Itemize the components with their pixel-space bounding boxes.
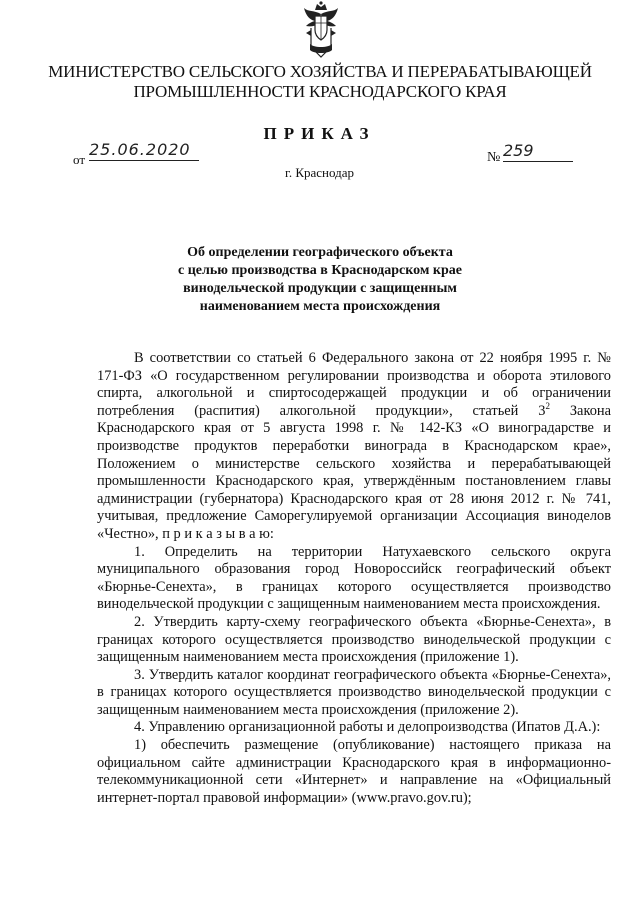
ministry-line-2: ПРОМЫШЛЕННОСТИ КРАСНОДАРСКОГО КРАЯ (133, 82, 507, 101)
preamble-paragraph (97, 350, 611, 544)
preamble-text-b: Закона Краснодарского края от 5 августа 1998 г. № 142-КЗ «О виноградарстве и производстве продуктов переработки винограда в Краснодарском крае», Положением о министерстве сельского хозяйства и перерабатывающей промышленности Краснодарского края, утверждённым постановлением главы администрации (губернатора) Краснодарского края от 28 июня 2012 г. № 741, учитывая, предложение Саморегулируемой организации Ассоциация виноделов «Честно», п р и к а з ы в а ю: (97, 402, 611, 542)
item-1: 1. Определить на территории Натухаевского сельского округа муниципального образования город Новороссийск географический объект «Бюрнье-Сенехта», в границах которого осуществляется производство винодельческой продукции с защищенным наименованием места происхождения. (97, 543, 611, 613)
subject-line-4: наименованием места происхождения (199, 299, 441, 314)
preamble-superscript: 2 (545, 400, 550, 411)
handwritten-date: 25.06.2020 (89, 140, 199, 161)
item-4: 4. Управлению организационной работы и делопроизводства (Ипатов Д.А.): (134, 719, 601, 736)
item-4-subitem-1: 1) обеспечить размещение (опубликование) настоящего приказа на официальном сайте администрации Краснодарского края в информационно-телекоммуникационной сети «Интернет» и направление на «Официальный интернет-портал правовой информации» (www.pravo.gov.ru); (97, 737, 611, 806)
order-subject (140, 244, 500, 316)
date-label: от (73, 152, 86, 167)
city: г. Краснодар (284, 165, 355, 180)
item-3: 3. Утвердить каталог координат географического объекта «Бюрнье-Сенехта», в границах которого осуществляется производство винодельческой продукции с защищенным наименованием места происхождения (приложение 2). (97, 666, 611, 718)
coat-of-arms-icon (302, 0, 340, 58)
number-label: № (487, 150, 501, 165)
ministry-line-1: МИНИСТЕРСТВО СЕЛЬСКОГО ХОЗЯЙСТВА И ПЕРЕРАБАТЫВАЮЩЕЙ (48, 62, 592, 81)
subject-line-1: Об определении географического объекта (187, 245, 453, 260)
handwritten-number: 259 (503, 141, 573, 162)
preamble-text-a: В соответствии со статьей 6 Федерального закона от 22 ноября 1995 г. № 171-ФЗ «О государственном регулировании производства и оборота этилового спирта, алкогольной и спиртосодержащей продукции и об ограничении потребления (распития) алкогольной продукции», статьей 3 (97, 350, 611, 419)
ministry-name (40, 62, 600, 102)
item-2: 2. Утвердить карту-схему географического объекта «Бюрнье-Сенехта», в границах которого осуществляется производство винодельческой продукции с защищенным наименованием места происхождения (приложение 1). (97, 613, 611, 666)
subject-line-3: винодельческой продукции с защищенным (183, 281, 457, 296)
subject-line-2: с целью производства в Краснодарском крае (178, 263, 462, 278)
order-body (97, 350, 611, 807)
document-type-title: ПРИКАЗ (263, 124, 376, 143)
